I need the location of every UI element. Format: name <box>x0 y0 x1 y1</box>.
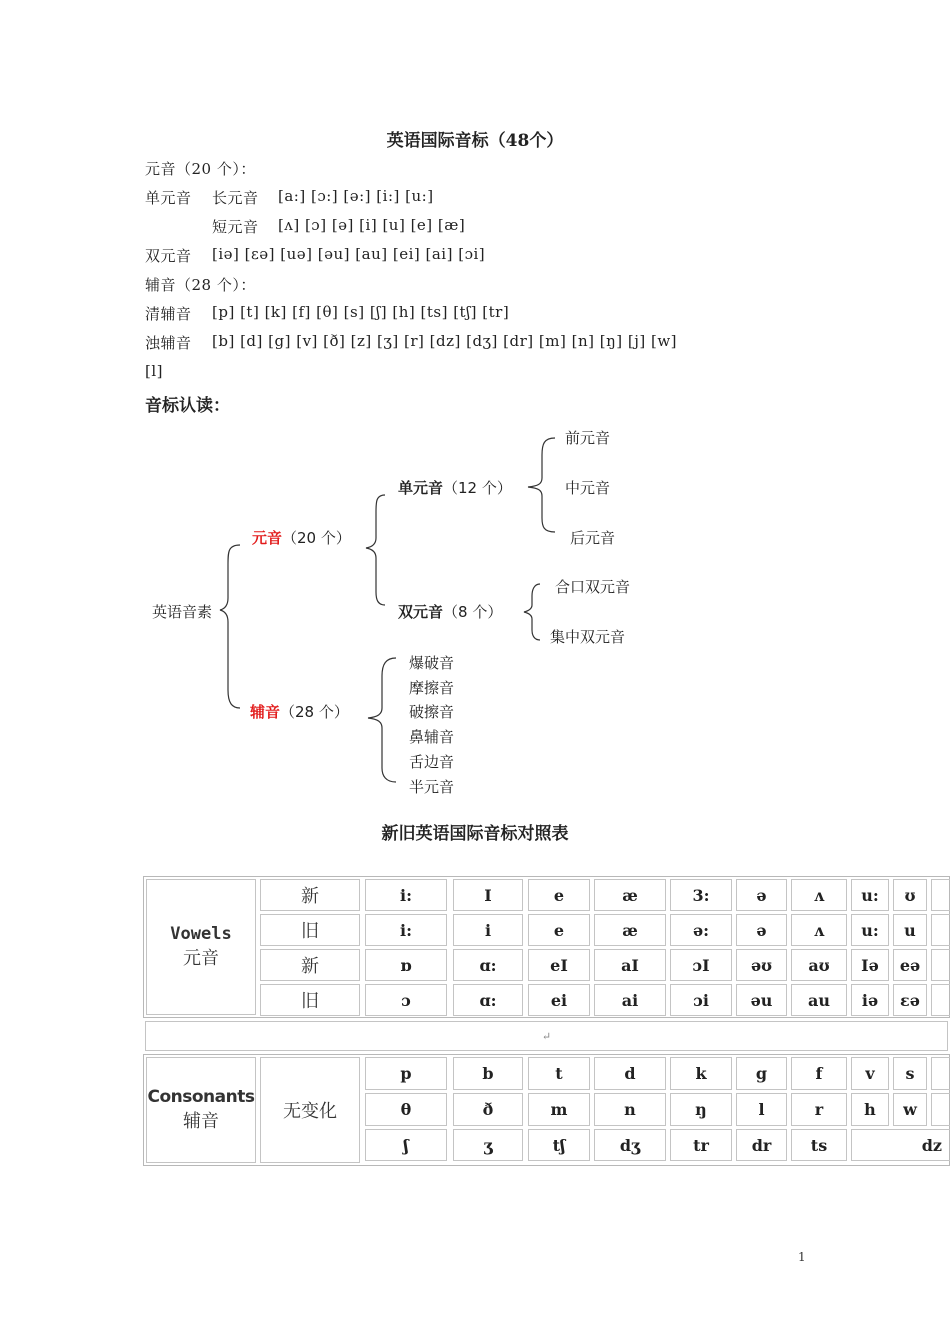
vowel-cell: ɒ <box>365 949 447 981</box>
vowel-cell: ɑ: <box>453 949 523 981</box>
tree-cons-affricate: 破擦音 <box>409 703 455 721</box>
vowel-cell: ə <box>736 914 787 946</box>
diph-label: 双元音 <box>145 247 192 265</box>
vowel-cell: əʊ <box>736 949 787 981</box>
tree-vowel-count: （20 个） <box>282 529 351 547</box>
vowel-cell: e <box>528 914 590 946</box>
vowel-cell: ʌ <box>791 879 847 911</box>
consonant-cell: p <box>365 1057 447 1090</box>
vowel-cell-edge <box>931 879 950 911</box>
consonant-cell: dz <box>851 1129 950 1161</box>
tree-mono-front: 前元音 <box>565 429 611 447</box>
tree-cons-plosive: 爆破音 <box>409 654 455 672</box>
vowel-cell: əu <box>736 984 787 1016</box>
vowels-header <box>146 879 256 1015</box>
vowel-cell: eə <box>893 949 927 981</box>
consonant-cell: dr <box>736 1129 787 1161</box>
brace-diph <box>524 584 540 640</box>
vowel-heading: 元音（20 个）： <box>145 160 256 178</box>
consonant-cell: d <box>594 1057 666 1090</box>
consonants-en: Consonants <box>147 1087 255 1107</box>
separator-row: ↵ <box>145 1021 948 1051</box>
tree-consonant-count: （28 个） <box>280 703 349 721</box>
tree-consonant-label: 辅音 <box>250 703 281 721</box>
vowel-cell: aI <box>594 949 666 981</box>
brace-mono <box>528 438 555 532</box>
tree-mono-count: （12 个） <box>443 479 512 497</box>
consonants-header <box>146 1057 256 1163</box>
vowel-cell: i <box>453 914 523 946</box>
tree-diph-closing: 合口双元音 <box>555 578 631 596</box>
consonant-cell: b <box>453 1057 523 1090</box>
consonant-cell: l <box>736 1093 787 1126</box>
consonant-cell: tʃ <box>528 1129 590 1161</box>
tree-mono-label: 单元音 <box>398 479 444 497</box>
mono-label: 单元音 <box>145 189 192 207</box>
vowel-cell: ɑ: <box>453 984 523 1016</box>
table-title: 新旧英语国际音标对照表 <box>381 824 569 844</box>
consonant-cell: s <box>893 1057 927 1090</box>
vowel-cell: aʊ <box>791 949 847 981</box>
brace-root <box>220 545 240 708</box>
consonant-cell: g <box>736 1057 787 1090</box>
consonant-cell: m <box>528 1093 590 1126</box>
vowel-cell: ei <box>528 984 590 1016</box>
vowel-cell: u: <box>851 879 889 911</box>
vowel-cell: ʌ <box>791 914 847 946</box>
vowel-cell: ai <box>594 984 666 1016</box>
consonant-cell: v <box>851 1057 889 1090</box>
row-old-1: 旧 <box>260 914 360 946</box>
tree-root: 英语音素 <box>152 603 213 621</box>
tree-cons-nasal: 鼻辅音 <box>409 728 455 746</box>
vowels-en: Vowels <box>170 924 232 944</box>
vowel-cell: I <box>453 879 523 911</box>
tree-mono-central: 中元音 <box>565 479 611 497</box>
voiced-label: 浊辅音 <box>145 334 192 352</box>
vowel-cell: Iə <box>851 949 889 981</box>
vowels-zh: 元音 <box>183 948 219 969</box>
vowel-cell: iə <box>851 984 889 1016</box>
vowel-cell: eI <box>528 949 590 981</box>
consonant-cell: f <box>791 1057 847 1090</box>
vowel-cell: ə <box>736 879 787 911</box>
document-title: 英语国际音标（48个） <box>386 131 564 151</box>
tree-diph <box>398 601 502 622</box>
vowel-cell: ɔI <box>670 949 732 981</box>
voiced-consonants: [b] [d] [g] [v] [ð] [z] [ʒ] [r] [dz] [dʒ] [dr] [m] [n] [ŋ] [j] [w] <box>212 332 678 350</box>
long-vowels: [a:] [ɔ:] [ə:] [i:] [u:] <box>278 187 434 205</box>
consonant-cell: θ <box>365 1093 447 1126</box>
consonants-zh: 辅音 <box>183 1111 219 1132</box>
consonant-cell: ð <box>453 1093 523 1126</box>
vowel-cell: ɔ <box>365 984 447 1016</box>
vowel-cell: æ <box>594 914 666 946</box>
consonant-heading: 辅音（28 个）： <box>145 276 256 294</box>
tree-mono-back: 后元音 <box>570 529 616 547</box>
tree-diph-count: （8 个） <box>443 603 503 621</box>
consonant-cell: ts <box>791 1129 847 1161</box>
comparison-table <box>143 876 950 1168</box>
vowel-cell: 3: <box>670 879 732 911</box>
consonant-cell: t <box>528 1057 590 1090</box>
tree-diph-label: 双元音 <box>398 603 444 621</box>
vowel-cell: u <box>893 914 927 946</box>
consonant-cell-edge <box>931 1057 950 1090</box>
diphthongs: [iə] [εə] [uə] [əu] [au] [ei] [ai] [ɔi] <box>212 245 486 263</box>
vowel-cell: æ <box>594 879 666 911</box>
vowel-cell-edge <box>931 914 950 946</box>
long-label: 长元音 <box>212 189 259 207</box>
consonant-cell: ʒ <box>453 1129 523 1161</box>
vowel-cell-edge <box>931 949 950 981</box>
voiceless-label: 清辅音 <box>145 305 192 323</box>
tree-vowel <box>252 527 351 548</box>
brace-vowel <box>366 495 385 605</box>
consonant-cell-edge <box>931 1093 950 1126</box>
vowel-cell: ɔi <box>670 984 732 1016</box>
vowel-cell: e <box>528 879 590 911</box>
reading-heading: 音标认读： <box>145 396 230 416</box>
vowel-cell: i: <box>365 879 447 911</box>
tree-consonant <box>250 701 349 722</box>
tree-cons-semivowel: 半元音 <box>409 778 455 796</box>
page-number: 1 <box>798 1250 806 1264</box>
consonant-cell: r <box>791 1093 847 1126</box>
consonant-cell: h <box>851 1093 889 1126</box>
consonant-cell: w <box>893 1093 927 1126</box>
tree-cons-lateral: 舌边音 <box>409 753 455 771</box>
tree-cons-fricative: 摩擦音 <box>409 679 455 697</box>
consonant-cell: ŋ <box>670 1093 732 1126</box>
unchanged-label: 无变化 <box>260 1057 360 1163</box>
row-old-2: 旧 <box>260 984 360 1016</box>
consonant-cell: tr <box>670 1129 732 1161</box>
vowel-cell-edge <box>931 984 950 1016</box>
consonant-cell: dʒ <box>594 1129 666 1161</box>
brace-consonant <box>368 658 396 782</box>
vowel-cell: ə: <box>670 914 732 946</box>
vowel-cell: εə <box>893 984 927 1016</box>
vowel-cell: i: <box>365 914 447 946</box>
consonant-cell: k <box>670 1057 732 1090</box>
tree-vowel-label: 元音 <box>252 529 283 547</box>
short-label: 短元音 <box>212 218 259 236</box>
vowel-cell: au <box>791 984 847 1016</box>
tree-mono <box>398 477 512 498</box>
consonant-cell: ʃ <box>365 1129 447 1161</box>
vowel-cell: ʊ <box>893 879 927 911</box>
short-vowels: [ʌ] [ɔ] [ə] [i] [u] [e] [æ] <box>278 216 466 234</box>
vowel-cell: u: <box>851 914 889 946</box>
row-new-1: 新 <box>260 879 360 911</box>
voiced-continuation: [l] <box>145 362 164 380</box>
consonant-cell: n <box>594 1093 666 1126</box>
voiceless-consonants: [p] [t] [k] [f] [θ] [s] [ʃ] [h] [ts] [tʃ] [tr] <box>212 303 510 321</box>
tree-diph-centering: 集中双元音 <box>550 628 626 646</box>
row-new-2: 新 <box>260 949 360 981</box>
